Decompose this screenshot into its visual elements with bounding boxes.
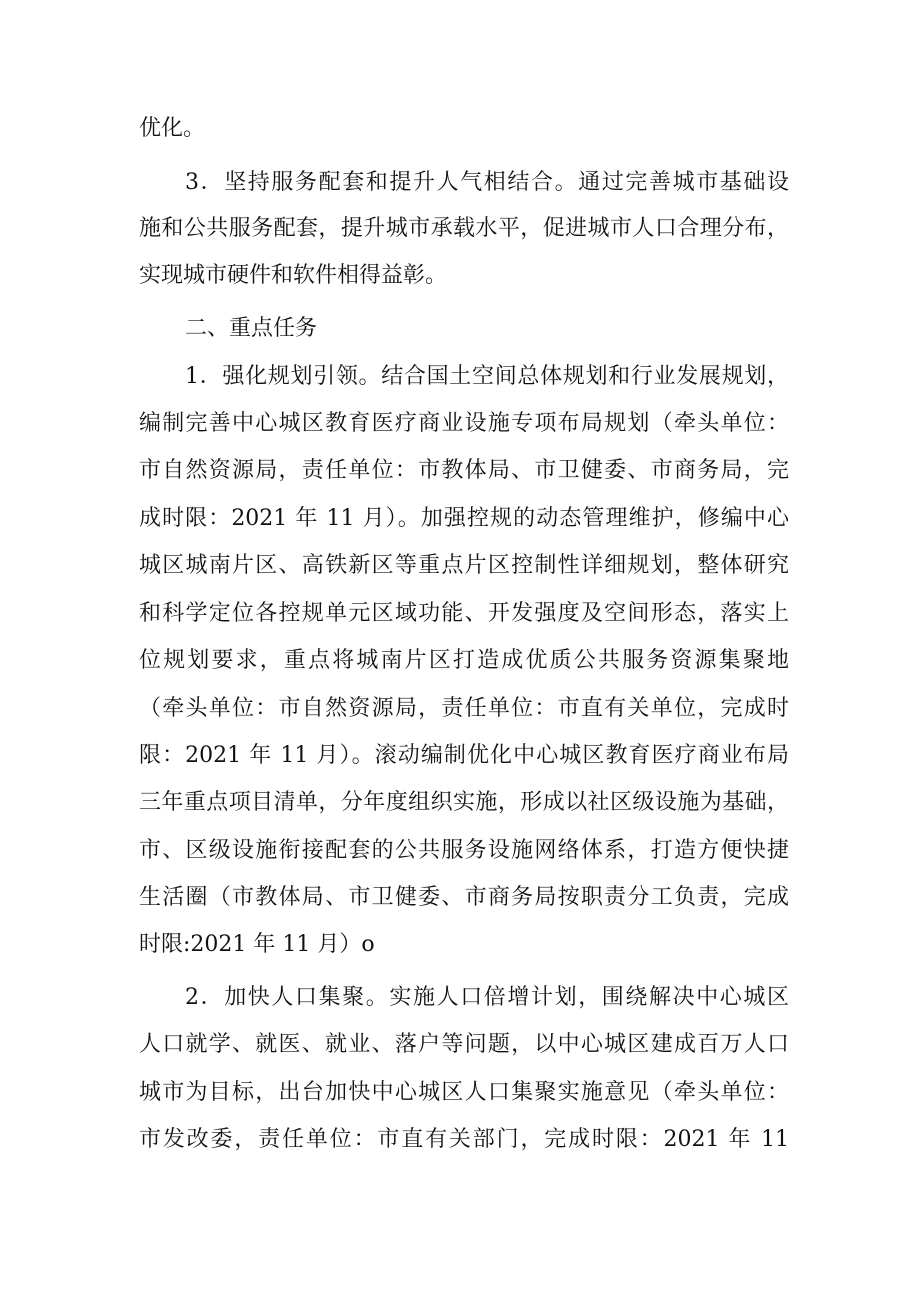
text-line: 三年重点项目清单，分年度组织实施，形成以社区级设施为基础， (139, 790, 789, 815)
text-line: 和科学定位各控规单元区域功能、开发强度及空间形态，落实上 (139, 601, 789, 626)
text-line: 市自然资源局，责任单位：市教体局、市卫健委、市商务局，完 (139, 458, 789, 483)
section-heading: 二、重点任务 (185, 316, 318, 341)
text-line: 限：2021 年 11 月）。滚动编制优化中心城区教育医疗商业布局 (139, 743, 789, 768)
text-line: 施和公共服务配套，提升城市承载水平，促进城市人口合理分布， (139, 216, 789, 241)
text-line: 市发改委，责任单位：市直有关部门，完成时限：2021 年 11 (139, 1127, 789, 1152)
text-line: 时限:2021 年 11 月）o (139, 932, 375, 957)
paragraph-3-line: 3．坚持服务配套和提升人气相结合。通过完善城市基础设 (185, 170, 789, 195)
paragraph-2-line: 2．加快人口集聚。实施人口倍增计划，围绕解决中心城区 (185, 985, 789, 1010)
text-line: 市、区级设施衔接配套的公共服务设施网络体系，打造方便快捷 (139, 838, 789, 863)
text-line: 成时限：2021 年 11 月）。加强控规的动态管理维护，修编中心 (139, 506, 789, 531)
paragraph-1-line: 1．强化规划引领。结合国土空间总体规划和行业发展规划， (185, 364, 789, 389)
text-line: 人口就学、就医、就业、落户等问题，以中心城区建成百万人口 (139, 1032, 789, 1057)
text-line: 城市为目标，出台加快中心城区人口集聚实施意见（牵头单位： (139, 1080, 789, 1105)
text-line: 生活圈（市教体局、市卫健委、市商务局按职责分工负责，完成 (139, 885, 789, 910)
text-line: 编制完善中心城区教育医疗商业设施专项布局规划（牵头单位： (139, 411, 789, 436)
text-line: （牵头单位：市自然资源局，责任单位：市直有关单位，完成时 (139, 696, 789, 721)
text-line: 优化。 (139, 116, 206, 141)
text-line: 城区城南片区、高铁新区等重点片区控制性详细规划，整体研究 (139, 553, 789, 578)
text-line: 实现城市硬件和软件相得益彰。 (139, 263, 448, 288)
text-line: 位规划要求，重点将城南片区打造成优质公共服务资源集聚地 (139, 648, 789, 673)
